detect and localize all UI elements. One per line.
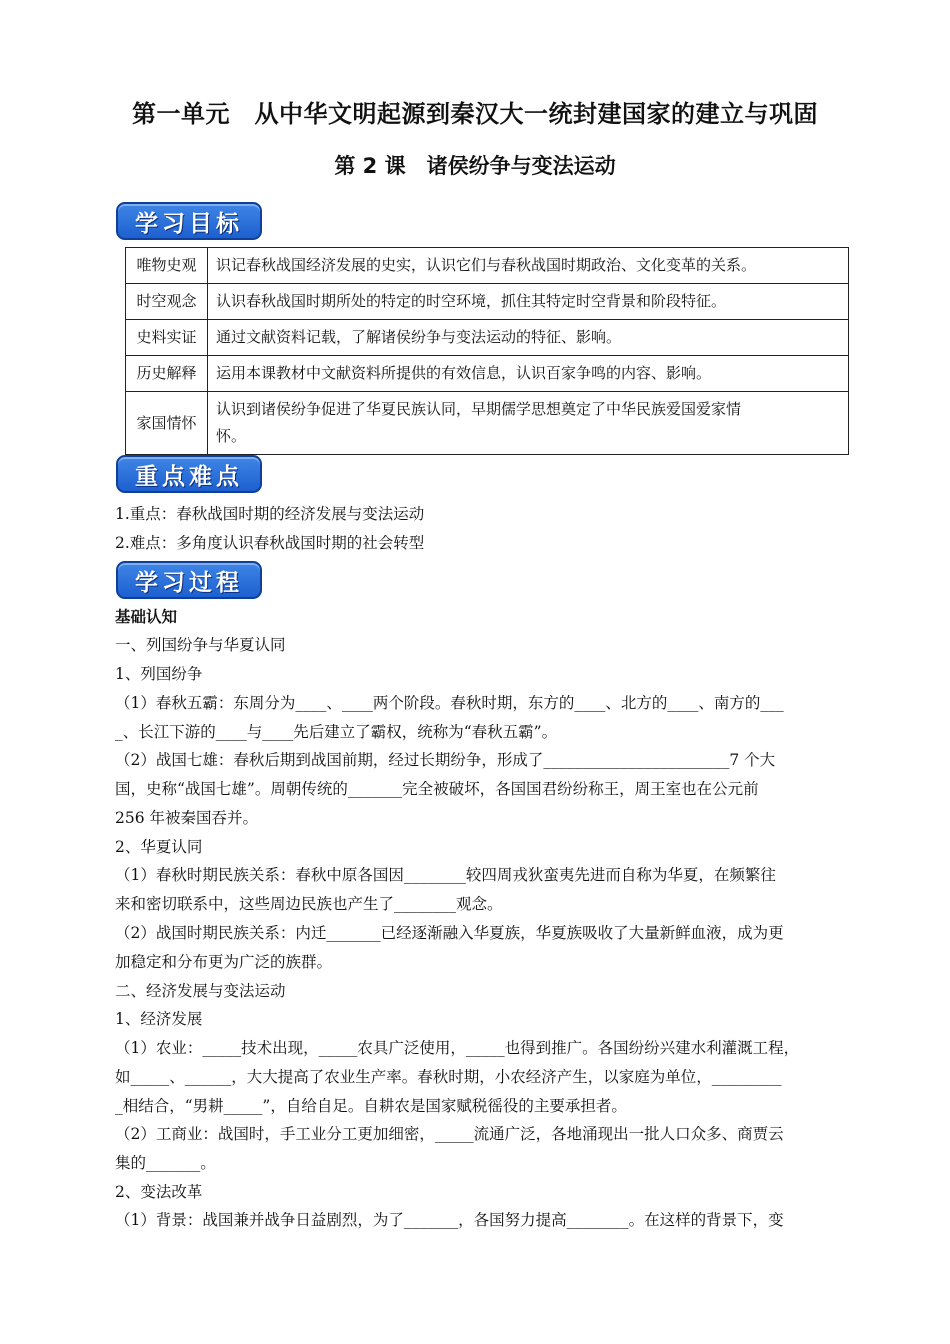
text-line: _、长江下游的____与____先后建立了霸权，统称为“春秋五霸”。 bbox=[115, 723, 558, 741]
text-line: 2、华夏认同 bbox=[115, 838, 203, 856]
text-line: （2）战国七雄：春秋后期到战国前期，经过长期纷争，形成了________________________7 个大 bbox=[115, 751, 776, 769]
text-line: 国，史称“战国七雄”。周朝传统的_______完全被破坏，各国国君纷纷称王，周王室也在公元前 bbox=[115, 780, 759, 798]
text-line: 1、列国纷争 bbox=[115, 665, 203, 683]
goal-key: 时空观念 bbox=[126, 284, 208, 320]
goal-key: 史料实证 bbox=[126, 320, 208, 356]
key-point-item: 1.重点：春秋战国时期的经济发展与变法运动 bbox=[115, 505, 425, 523]
table-row bbox=[126, 284, 849, 320]
unit-title: 第一单元 从中华文明起源到秦汉大一统封建国家的建立与巩固 bbox=[132, 100, 818, 128]
learning-goals-table bbox=[125, 247, 849, 455]
text-line: （2）工商业：战国时，手工业分工更加细密，_____流通广泛，各地涌现出一批人口众多、商贾云 bbox=[115, 1125, 784, 1143]
table-row bbox=[126, 320, 849, 356]
goal-key: 家国情怀 bbox=[126, 392, 208, 455]
goal-key: 历史解释 bbox=[126, 356, 208, 392]
text-line: （1）春秋五霸：东周分为____、____两个阶段。春秋时期，东方的____、北方的____、南方的___ bbox=[115, 694, 784, 712]
text-line: _相结合，“男耕_____”，自给自足。自耕农是国家赋税徭役的主要承担者。 bbox=[115, 1097, 627, 1115]
text-line: 一、列国纷争与华夏认同 bbox=[115, 636, 286, 654]
text-line: 如_____、______，大大提高了农业生产率。春秋时期，小农经济产生，以家庭为单位，_________ bbox=[115, 1068, 782, 1086]
text-line: 2、变法改革 bbox=[115, 1183, 203, 1201]
learning-process-badge: 学习过程 bbox=[116, 561, 262, 599]
goal-text-line: 怀。 bbox=[216, 427, 247, 445]
text-line: （1）春秋时期民族关系：春秋中原各国因________较四周戎狄蛮夷先进而自称为华夏，在频繁往 bbox=[115, 866, 776, 884]
text-line: 256 年被秦国吞并。 bbox=[115, 809, 259, 827]
learning-goals-badge: 学习目标 bbox=[116, 202, 262, 240]
lesson-title: 第 2 课 诸侯纷争与变法运动 bbox=[334, 154, 616, 178]
goal-text: 通过文献资料记载，了解诸侯纷争与变法运动的特征、影响。 bbox=[208, 320, 849, 356]
goal-text-line: 认识到诸侯纷争促进了华夏民族认同，早期儒学思想奠定了中华民族爱国爱家情 bbox=[216, 400, 742, 418]
goal-text: 识记春秋战国经济发展的史实，认识它们与春秋战国时期政治、文化变革的关系。 bbox=[208, 248, 849, 284]
text-line: 加稳定和分布更为广泛的族群。 bbox=[115, 953, 333, 971]
process-heading: 基础认知 bbox=[115, 608, 178, 626]
text-line: 1、经济发展 bbox=[115, 1010, 203, 1028]
text-line: （2）战国时期民族关系：内迁_______已经逐渐融入华夏族，华夏族吸收了大量新鲜血液，成为更 bbox=[115, 924, 784, 942]
key-point-item: 2.难点：多角度认识春秋战国时期的社会转型 bbox=[115, 534, 425, 552]
table-row bbox=[126, 248, 849, 284]
goal-text bbox=[208, 392, 849, 455]
table-row bbox=[126, 356, 849, 392]
table-row bbox=[126, 392, 849, 455]
goal-text: 认识春秋战国时期所处的特定的时空环境，抓住其特定时空背景和阶段特征。 bbox=[208, 284, 849, 320]
goal-text: 运用本课教材中文献资料所提供的有效信息，认识百家争鸣的内容、影响。 bbox=[208, 356, 849, 392]
text-line: （1）背景：战国兼并战争日益剧烈，为了_______，各国努力提高________。在这样的背景下，变 bbox=[115, 1211, 784, 1229]
text-line: 来和密切联系中，这些周边民族也产生了________观念。 bbox=[115, 895, 503, 913]
text-line: （1）农业：_____技术出现，_____农具广泛使用，_____也得到推广。各国纷纷兴建水利灌溉工程， bbox=[115, 1039, 800, 1057]
goal-key: 唯物史观 bbox=[126, 248, 208, 284]
text-line: 集的_______。 bbox=[115, 1154, 216, 1172]
text-line: 二、经济发展与变法运动 bbox=[115, 982, 286, 1000]
key-points-badge: 重点难点 bbox=[116, 455, 262, 493]
